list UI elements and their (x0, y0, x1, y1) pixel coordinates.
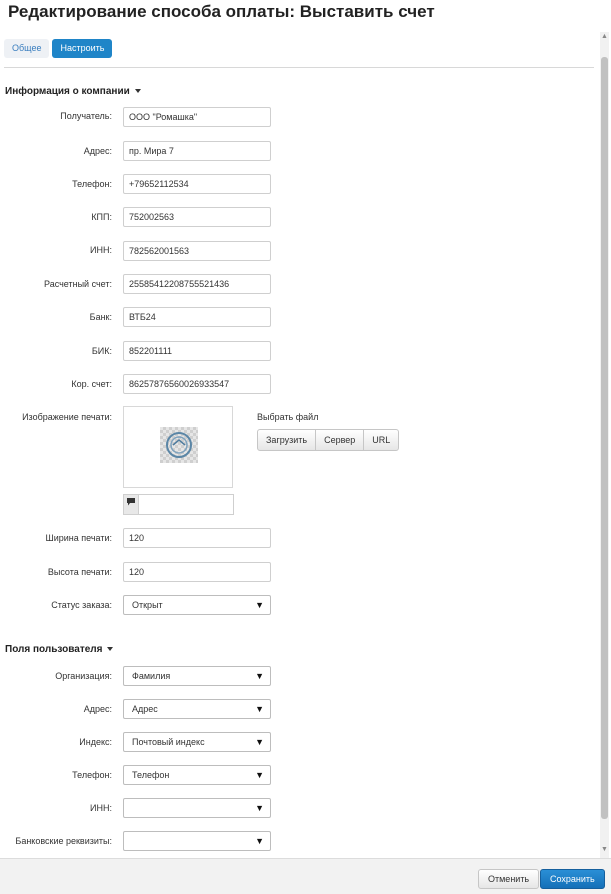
company-section-header[interactable] (5, 86, 141, 97)
address-input[interactable]: пр. Мира 7 (123, 141, 271, 161)
index-value: Почтовый индекс (132, 737, 205, 747)
user-section-title: Поля пользователя (5, 644, 103, 655)
stamp-thumbnail (160, 427, 198, 463)
dropdown-arrow-icon: ▼ (255, 704, 264, 714)
stamp-width-label: Ширина печати: (45, 533, 112, 543)
stamp-description-input[interactable] (138, 494, 234, 515)
dropdown-arrow-icon: ▼ (255, 737, 264, 747)
dropdown-arrow-icon: ▼ (255, 600, 264, 610)
bik-label: БИК: (91, 346, 112, 356)
user-phone-label: Телефон: (72, 770, 112, 780)
inn-input[interactable]: 782562001563 (123, 241, 271, 261)
stamp-height-label: Высота печати: (47, 567, 112, 577)
inn-label: ИНН: (90, 245, 112, 255)
tab-divider (4, 67, 594, 68)
order-status-select[interactable] (123, 595, 271, 615)
dropdown-arrow-icon: ▼ (255, 770, 264, 780)
dialog-title: Редактирование способа оплаты: Выставить счет (8, 2, 435, 21)
order-status-value: Открыт (132, 600, 163, 610)
user-phone-select[interactable] (123, 765, 271, 785)
phone-label: Телефон: (72, 179, 112, 189)
scroll-down-icon[interactable]: ▼ (601, 846, 608, 853)
company-section-title: Информация о компании (5, 86, 130, 97)
scrollbar-thumb[interactable] (601, 57, 608, 819)
cancel-button[interactable]: Отменить (478, 869, 539, 889)
recipient-input[interactable]: ООО "Ромашка" (123, 107, 271, 127)
account-input[interactable]: 25585412208755521436 (123, 274, 271, 294)
user-section-header[interactable] (5, 644, 113, 655)
choose-file-label: Выбрать файл (257, 412, 319, 422)
index-select[interactable] (123, 732, 271, 752)
tab-bar (4, 39, 115, 58)
dialog-footer (0, 858, 611, 894)
bank-details-label: Банковские реквизиты: (15, 836, 112, 846)
organization-value: Фамилия (132, 671, 171, 681)
bank-input[interactable]: ВТБ24 (123, 307, 271, 327)
server-button[interactable]: Сервер (315, 429, 364, 451)
comment-icon[interactable] (123, 494, 139, 515)
user-inn-label: ИНН: (90, 803, 112, 813)
upload-button[interactable]: Загрузить (257, 429, 316, 451)
dropdown-arrow-icon: ▼ (255, 671, 264, 681)
stamp-width-input[interactable]: 120 (123, 528, 271, 548)
tab-settings[interactable]: Настроить (52, 39, 112, 58)
stamp-image-label: Изображение печати: (22, 412, 112, 422)
user-phone-value: Телефон (132, 770, 170, 780)
tab-general[interactable]: Общее (4, 39, 49, 58)
bank-label: Банк: (89, 312, 112, 322)
user-address-value: Адрес (132, 704, 158, 714)
organization-select[interactable] (123, 666, 271, 686)
user-inn-select[interactable] (123, 798, 271, 818)
stamp-seal-icon (160, 427, 198, 463)
bank-details-select[interactable] (123, 831, 271, 851)
file-source-buttons (257, 429, 399, 451)
dropdown-arrow-icon: ▼ (255, 803, 264, 813)
url-button[interactable]: URL (363, 429, 399, 451)
stamp-description-row (123, 494, 234, 515)
organization-label: Организация: (55, 671, 112, 681)
order-status-label: Статус заказа: (51, 600, 112, 610)
comment-icon-glyph (126, 497, 136, 507)
caret-down-icon (107, 647, 113, 651)
bik-input[interactable]: 852201111 (123, 341, 271, 361)
stamp-height-input[interactable]: 120 (123, 562, 271, 582)
corr-account-input[interactable]: 86257876560026933547 (123, 374, 271, 394)
caret-down-icon (135, 89, 141, 93)
recipient-label: Получатель: (60, 111, 112, 121)
account-label: Расчетный счет: (43, 279, 112, 289)
phone-input[interactable]: +79652112534 (123, 174, 271, 194)
kpp-label: КПП: (91, 212, 112, 222)
index-label: Индекс: (79, 737, 112, 747)
corr-account-label: Кор. счет: (71, 379, 112, 389)
user-address-select[interactable] (123, 699, 271, 719)
stamp-image-preview (123, 406, 233, 488)
scroll-up-icon[interactable]: ▲ (601, 33, 608, 40)
address-label: Адрес: (83, 146, 112, 156)
dropdown-arrow-icon: ▼ (255, 836, 264, 846)
save-button[interactable]: Сохранить (540, 869, 605, 889)
user-address-label: Адрес: (83, 704, 112, 714)
kpp-input[interactable]: 752002563 (123, 207, 271, 227)
